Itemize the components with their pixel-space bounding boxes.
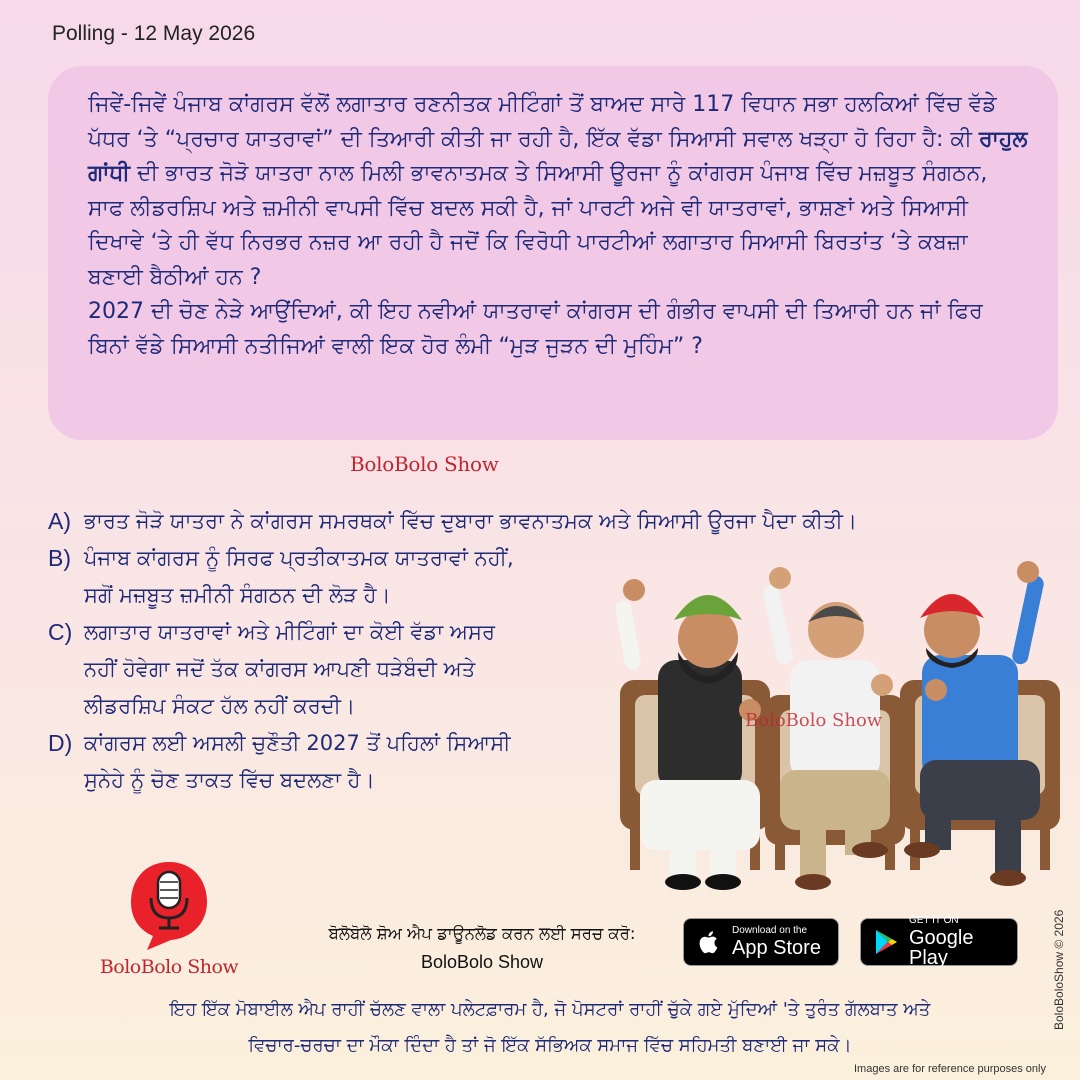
question-text [88, 88, 1028, 364]
google-play-icon [871, 927, 901, 957]
download-search-term: BoloBolo Show [420, 952, 544, 972]
option-line: ਪੰਜਾਬ ਕਾਂਗਰਸ ਨੂੰ ਸਿਰਫ ਪ੍ਰਤੀਕਾਤਮਕ ਯਾਤਰਾਵਾਂ ਨਹੀਂ, [84, 546, 514, 570]
option-line: ਸਗੋਂ ਮਜ਼ਬੂਤ ਜ਼ਮੀਨੀ ਸੰਗਠਨ ਦੀ ਲੋੜ ਹੈ। [84, 583, 391, 607]
option-letter: C) [48, 619, 73, 645]
copyright: BoloBoloShow © 2026 [1052, 909, 1066, 1030]
option-line: ਨਹੀਂ ਹੋਵੇਗਾ ਜਦੋਂ ਤੱਕ ਕਾਂਗਰਸ ਆਪਣੀ ਧੜੇਬੰਦੀ ਅਤੇ [84, 657, 476, 681]
footer-description [70, 992, 1030, 1064]
photo-watermark: BoloBolo Show [745, 710, 883, 731]
option-line: ਲਗਾਤਾਰ ਯਾਤਰਾਵਾਂ ਅਤੇ ਮੀਟਿੰਗਾਂ ਦਾ ਕੋਈ ਵੱਡਾ ਅਸਰ [84, 620, 495, 644]
logo-text: BoloBolo Show [99, 956, 239, 978]
question-bold-name: ਰਾਹੁਲ ਗਾਂਧੀ [88, 126, 1028, 186]
app-store-small: Download on the [732, 925, 808, 936]
download-prompt [298, 920, 666, 976]
option-a[interactable] [48, 503, 1028, 540]
politicians-photo [600, 560, 1070, 900]
image-disclaimer: Images are for reference purposes only [854, 1063, 1046, 1075]
google-play-button[interactable] [860, 915, 1018, 969]
google-play-small: GET IT ON [909, 915, 959, 926]
google-play-label: Google Play [909, 927, 974, 969]
question-bubble [48, 66, 1058, 440]
option-line: ਕਾਂਗਰਸ ਲਈ ਅਸਲੀ ਚੁਣੌਤੀ 2027 ਤੋਂ ਪਹਿਲਾਂ ਸਿਆਸੀ [84, 731, 511, 755]
poll-date: Polling - 12 May 2026 [52, 22, 256, 45]
bolobolo-logo [84, 858, 254, 988]
microphone-logo-icon [127, 858, 211, 954]
app-store-label: App Store [732, 937, 821, 959]
question-part1: ਜਿਵੇਂ-ਜਿਵੇਂ ਪੰਜਾਬ ਕਾਂਗਰਸ ਵੱਲੋਂ ਲਗਾਤਾਰ ਰਣਨੀਤਕ ਮੀਟਿੰਗਾਂ ਤੋਂ ਬਾਅਦ ਸਾਰੇ 117 ਵਿਧਾਨ ਸਭਾ ਹਲਕਿਆਂ ਵਿੱਚ ਵੱਡੇ ਪੱਧਰ ‘ਤੇ “ਪ੍ਰਚਾਰ ਯਾਤਰਾਵਾਂ” ਦੀ ਤਿਆਰੀ ਕੀਤੀ ਜਾ ਰਹੀ ਹੈ, ਇੱਕ ਵੱਡਾ ਸਿਆਸੀ ਸਵਾਲ ਖੜ੍ਹਾ ਹੋ ਰਿਹਾ ਹੈ: ਕੀ [88, 92, 997, 152]
brand-watermark: BoloBolo Show [350, 452, 499, 476]
option-letter: D) [48, 730, 73, 756]
question-paragraph2: 2027 ਦੀ ਚੋਣ ਨੇੜੇ ਆਉਂਦਿਆਂ, ਕੀ ਇਹ ਨਵੀਆਂ ਯਾਤਰਾਵਾਂ ਕਾਂਗਰਸ ਦੀ ਗੰਭੀਰ ਵਾਪਸੀ ਦੀ ਤਿਆਰੀ ਹਨ ਜਾਂ ਫਿਰ ਬਿਨਾਂ ਵੱਡੇ ਸਿਆਸੀ ਨਤੀਜਿਆਂ ਵਾਲੀ ਇਕ ਹੋਰ ਲੰਮੀ “ਮੁੜ ਜੁੜਨ ਦੀ ਮੁਹਿੰਮ” ? [88, 299, 983, 359]
option-line: ਲੀਡਰਸ਼ਿਪ ਸੰਕਟ ਹੱਲ ਨਹੀਂ ਕਰਦੀ। [84, 694, 356, 718]
download-instruction: ਬੋਲੋਬੋਲੋ ਸ਼ੋਅ ਐਪ ਡਾਊਨਲੋਡ ਕਰਨ ਲਈ ਸਰਚ ਕਰੋ: [328, 924, 636, 943]
footer-line: ਵਿਚਾਰ-ਚਰਚਾ ਦਾ ਮੌਕਾ ਦਿੰਦਾ ਹੈ ਤਾਂ ਜੋ ਇੱਕ ਸੱਭਿਅਕ ਸਮਾਜ ਵਿੱਚ ਸਹਿਮਤੀ ਬਣਾਈ ਜਾ ਸਕੇ। [248, 1035, 852, 1056]
option-line: ਭਾਰਤ ਜੋੜੋ ਯਾਤਰਾ ਨੇ ਕਾਂਗਰਸ ਸਮਰਥਕਾਂ ਵਿੱਚ ਦੁਬਾਰਾ ਭਾਵਨਾਤਮਕ ਅਤੇ ਸਿਆਸੀ ਊਰਜਾ ਪੈਦਾ ਕੀਤੀ। [84, 509, 858, 533]
footer-line: ਇਹ ਇੱਕ ਮੋਬਾਈਲ ਐਪ ਰਾਹੀਂ ਚੱਲਣ ਵਾਲਾ ਪਲੇਟਫ਼ਾਰਮ ਹੈ, ਜੋ ਪੋਸਟਰਾਂ ਰਾਹੀਂ ਚੁੱਕੇ ਗਏ ਮੁੱਦਿਆਂ 'ਤੇ ਤੁਰੰਤ ਗੱਲਬਾਤ ਅਤੇ [169, 999, 931, 1020]
option-line: ਸੁਨੇਹੇ ਨੂੰ ਚੋਣ ਤਾਕਤ ਵਿੱਚ ਬਦਲਣਾ ਹੈ। [84, 768, 375, 792]
app-store-button[interactable] [683, 918, 839, 966]
apple-icon [694, 927, 724, 957]
option-letter: A) [48, 508, 71, 534]
option-letter: B) [48, 545, 71, 571]
question-part2: ਦੀ ਭਾਰਤ ਜੋੜੋ ਯਾਤਰਾ ਨਾਲ ਮਿਲੀ ਭਾਵਨਾਤਮਕ ਤੇ ਸਿਆਸੀ ਊਰਜਾ ਨੂੰ ਕਾਂਗਰਸ ਪੰਜਾਬ ਵਿੱਚ ਮਜ਼ਬੂਤ ਸੰਗਠਨ, ਸਾਫ ਲੀਡਰਸ਼ਿਪ ਅਤੇ ਜ਼ਮੀਨੀ ਵਾਪਸੀ ਵਿੱਚ ਬਦਲ ਸਕੀ ਹੈ, ਜਾਂ ਪਾਰਟੀ ਅਜੇ ਵੀ ਯਾਤਰਾਵਾਂ, ਭਾਸ਼ਣਾਂ ਅਤੇ ਸਿਆਸੀ ਦਿਖਾਵੇ ‘ਤੇ ਹੀ ਵੱਧ ਨਿਰਭਰ ਨਜ਼ਰ ਆ ਰਹੀ ਹੈ ਜਦੋਂ ਕਿ ਵਿਰੋਧੀ ਪਾਰਟੀਆਂ ਲਗਾਤਾਰ ਸਿਆਸੀ ਬਿਰਤਾਂਤ ‘ਤੇ ਕਬਜ਼ਾ ਬਣਾਈ ਬੈਠੀਆਂ ਹਨ ? [88, 161, 988, 290]
